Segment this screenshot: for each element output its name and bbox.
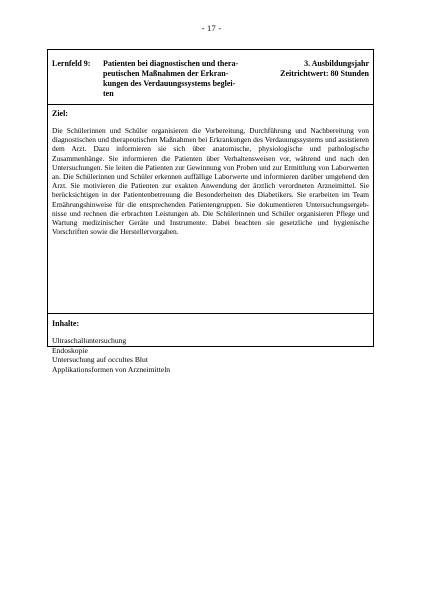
lernfeld-title [103, 59, 263, 99]
list-item: Applikationsformen von Arzneimitteln [52, 365, 171, 375]
time-guideline: Zeitrichtwert: 80 Stunden [280, 69, 369, 78]
list-item: Untersuchung auf occultes Blut [52, 355, 148, 365]
page-number: - 17 - [201, 23, 222, 33]
list-item: Endoskopie [52, 345, 88, 355]
lernfeld-label: Lernfeld 9: [52, 59, 91, 68]
title-line: peutischen Maßnahmen der Erkran- [103, 69, 229, 78]
lernfeld-meta [259, 59, 369, 79]
ziel-section [48, 105, 373, 314]
learning-field-header [48, 50, 373, 105]
inhalte-section [48, 314, 373, 375]
ziel-text: Die Schülerinnen und Schüler organisieren die Vorbereitung, Durchführung und Nachbereitung von diagnostischen und therapeutischen Maßnahmen bei Erkrankungen des Verdauungssystems und assistieren dem Arzt. Dazu informieren sie sich über anatomische, physiologische und pathologische Zusammenhänge. Sie informieren die Patienten über Verhaltensweisen vor, während und nach den Untersuchungen. Sie leiten die Patienten zur Gewinnung von Proben und zur Ermittlung von Laborwerten an. Die Schülerinnen und Schüler erkennen auffällige Laborwerte und informieren darüber umgehend den Arzt. Sie motivieren die Patienten zur exakten Anwendung der ärztlich verordneten Arzneimittel. Sie berücksichtigen in der Patientenbetreuung die Besonderheiten des Diabetikers. Sie erarbeiten im Team Ernährungshinweise für die entsprechenden Patientengruppen. Sie dokumentieren Untersuchungsergebnisse und rechnen die erbrachten Leistungen ab. Die Schülerinnen und Schüler organisieren Pflege und Wartung medizinischer Geräte und Instrumente. Dabei beachten sie gesetzliche und hygienische Vorschriften sowie die Herstellervorgaben. [52, 126, 369, 237]
inhalte-heading: Inhalte: [52, 319, 80, 328]
list-item: Ultraschalluntersuchung [52, 336, 127, 345]
training-year: 3. Ausbildungsjahr [304, 59, 369, 68]
title-line: kungen des Verdauungssystems beglei- [103, 79, 236, 88]
ziel-heading: Ziel: [52, 109, 68, 118]
title-line: Patienten bei diagnostischen und thera- [103, 59, 239, 68]
title-line: ten [103, 89, 114, 98]
inhalte-list [52, 336, 170, 375]
learning-field-table [47, 49, 374, 375]
